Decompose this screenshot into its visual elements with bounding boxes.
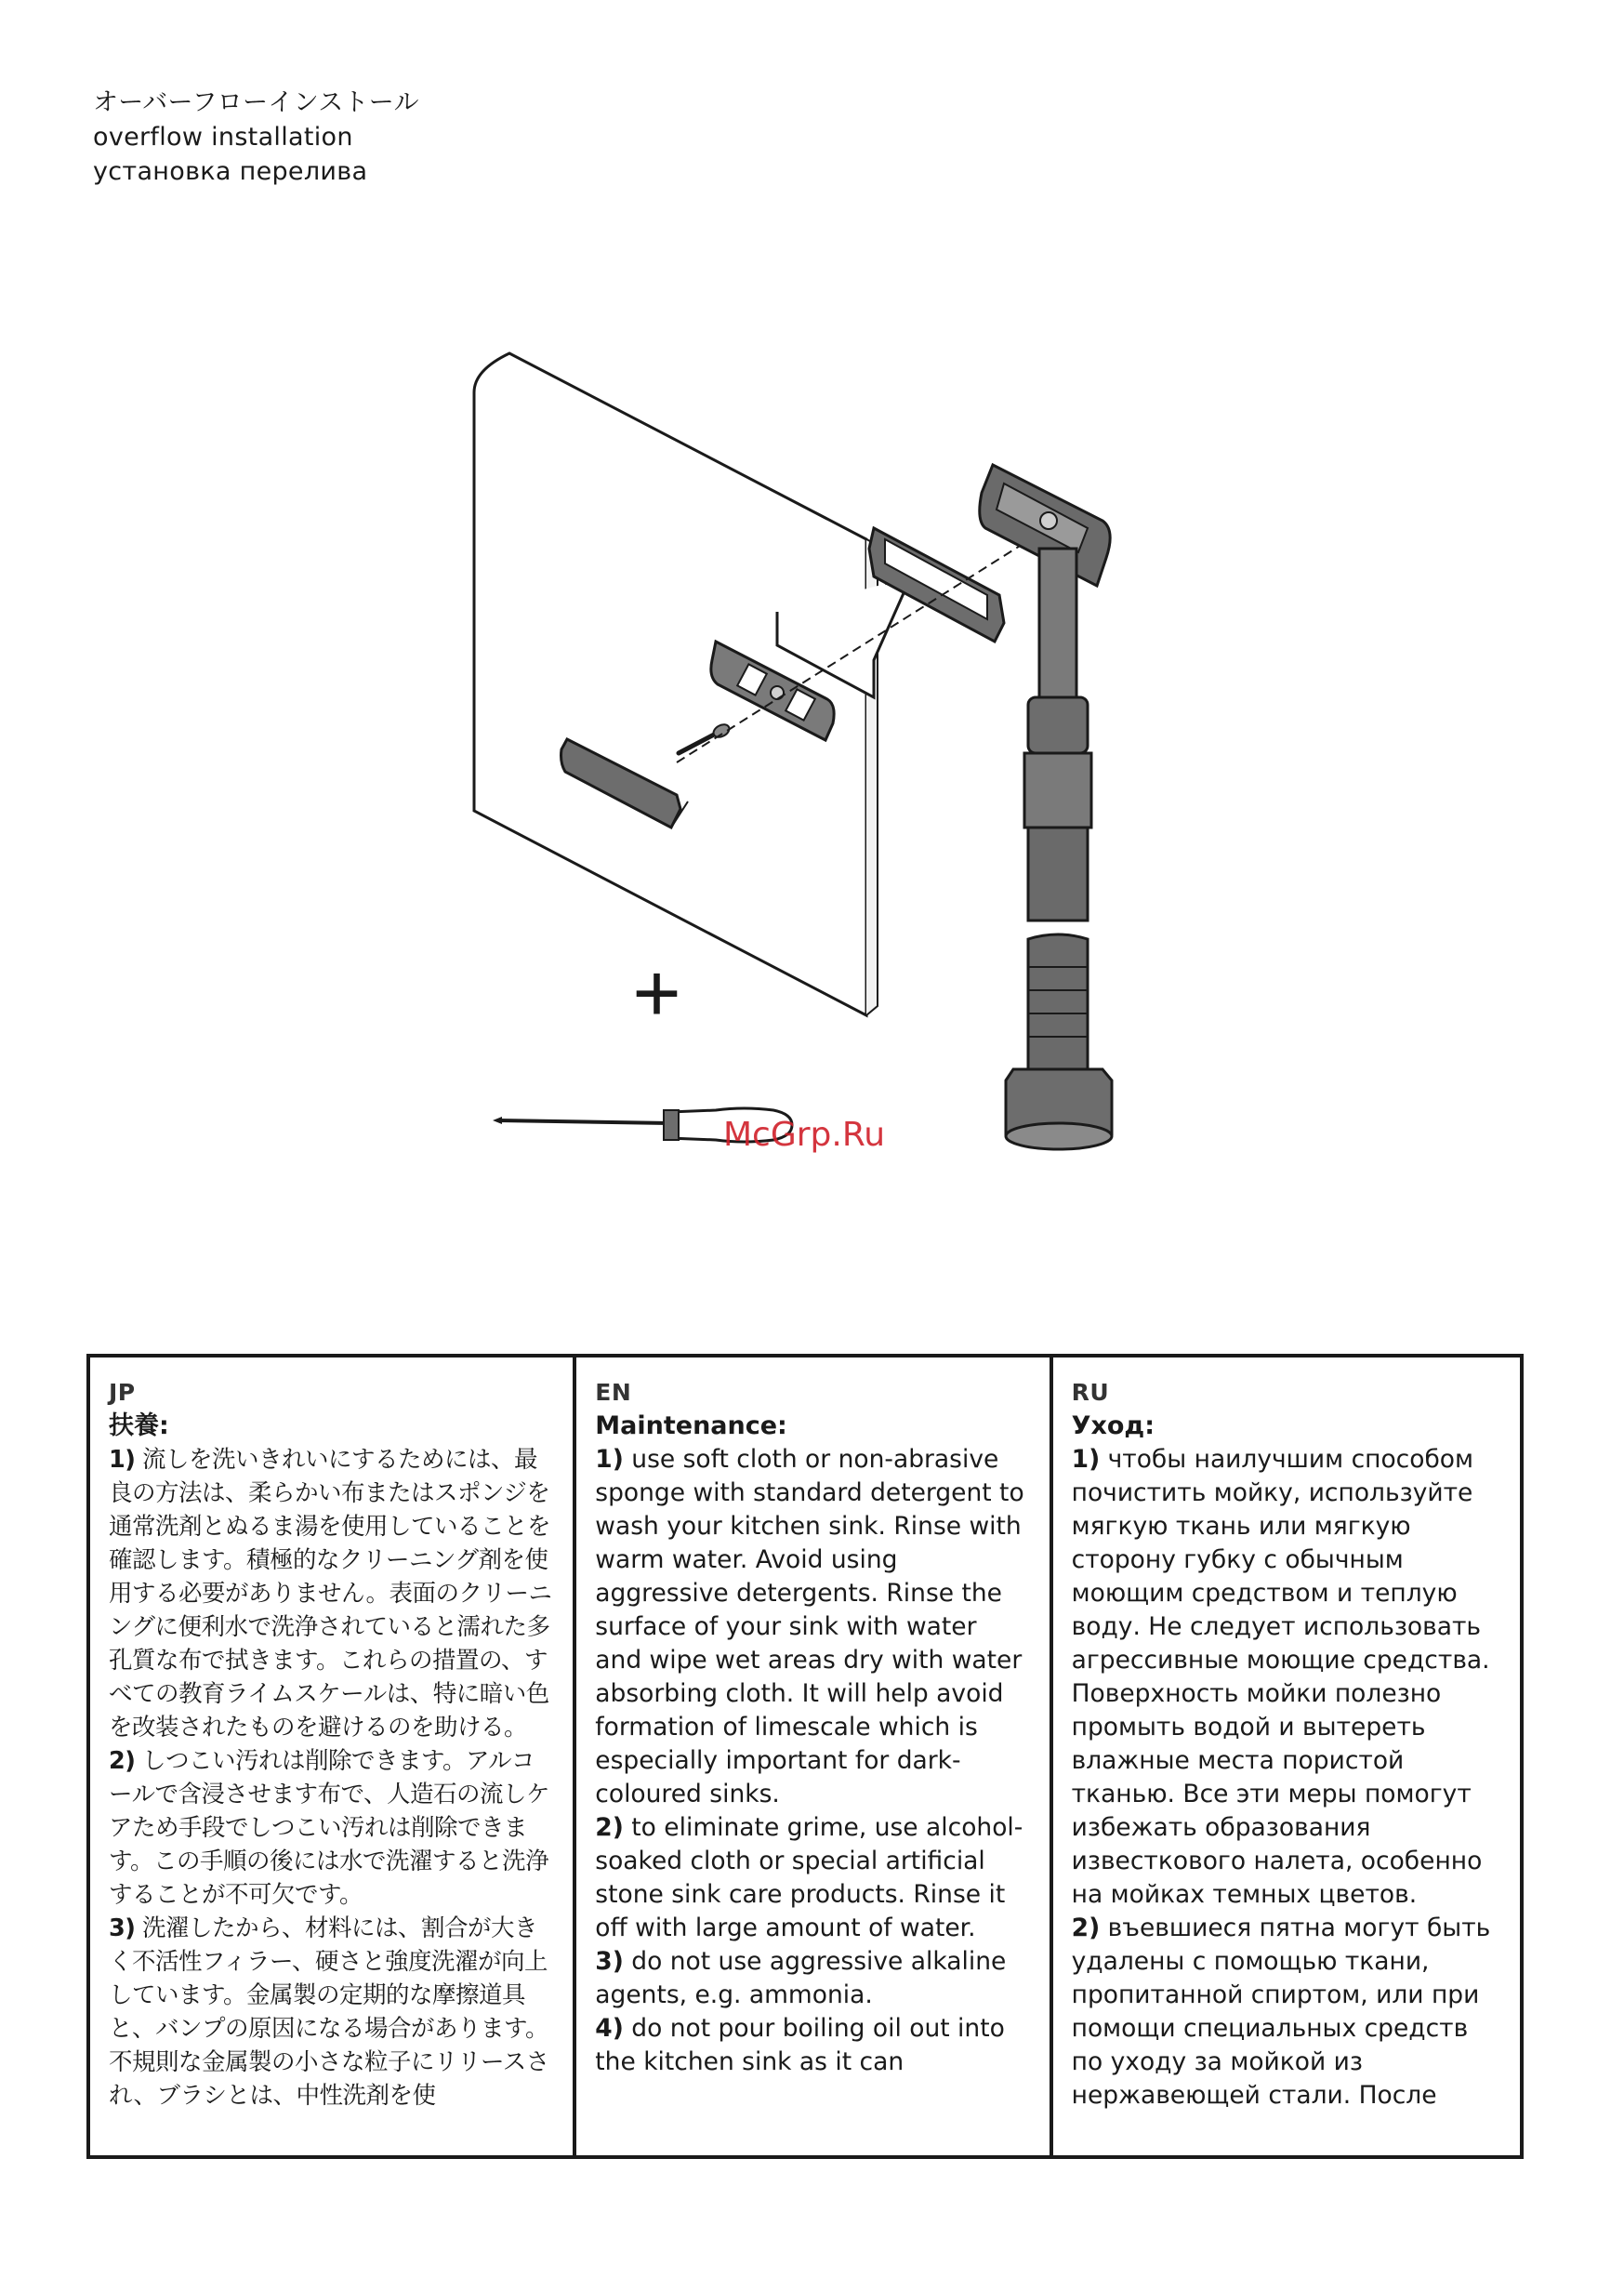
item-text: 流しを洗いきれいにするためには、最良の方法は、柔らかい布またはスポンジを通常洗剤とぬるま湯を使用していることを確認します。積極的なクリーニング剤を使用する必要がありません。表面のクリーニングに便利水で洗浄されていると濡れた多孔質な布で拭きます。これらの措置の、すべての教育ライムスケールは、特に暗い色を改装されたものを避けるのを助ける。: [109, 1446, 552, 1742]
sink-panel: [474, 353, 878, 1015]
title-jp: オーバーフローインストール: [93, 88, 419, 117]
lang-code: JP: [109, 1379, 136, 1406]
item-text: 洗濯したから、材料には、割合が大きく不活性フィラー、硬さと強度洗濯が向上しています。金属製の定期的な摩擦道具と、バンプの原因になる場合があります。不規則な金属製の小さな粒子にリリースされ、ブラシとは、中性洗剤を使: [109, 1914, 549, 2110]
lang-code: RU: [1071, 1379, 1110, 1406]
overflow-installation-illustration: [465, 325, 1171, 1181]
phillips-symbol: +: [630, 956, 683, 1029]
title-ru: установка перелива: [93, 157, 368, 186]
column-ru: [1050, 1358, 1520, 2155]
list-item: [109, 1443, 554, 1744]
list-item: [595, 2012, 1030, 2079]
list-item: [595, 1811, 1030, 1945]
watermark: McGrp.Ru: [723, 1116, 886, 1154]
item-number: 3): [109, 1914, 136, 1942]
item-number: 1): [1071, 1445, 1101, 1474]
overflow-body: [980, 465, 1110, 920]
list-item: [595, 1443, 1030, 1811]
item-text: do not pour boiling oil out into the kitchen sink as it can: [595, 2014, 1005, 2076]
lang-code: EN: [595, 1379, 632, 1406]
list-item: [109, 1912, 554, 2112]
item-number: 1): [595, 1445, 624, 1474]
item-number: 2): [595, 1813, 624, 1842]
flexible-hose: [1028, 934, 1088, 1069]
column-jp: [90, 1358, 573, 2155]
column-heading: 扶養:: [109, 1411, 169, 1440]
item-text: しつこい汚れは削除できます。アルコールで含浸させます布で、人造石の流しケアため手段でしつこい汚れは削除できます。この手順の後には水で洗濯すると洗浄することが不可欠です。: [109, 1747, 549, 1909]
title-block: [93, 86, 419, 189]
item-number: 1): [109, 1446, 136, 1474]
item-number: 2): [1071, 1914, 1101, 1942]
item-text: въевшиеся пятна могут быть удалены с помощью ткани, пропитанной спиртом, или при помощи специальных средств по уходу за мойкой из нержавеющей стали. После: [1071, 1914, 1491, 2110]
item-number: 4): [595, 2014, 624, 2043]
maintenance-table: [86, 1354, 1524, 2159]
column-heading: Maintenance:: [595, 1411, 787, 1440]
item-number: 2): [109, 1747, 136, 1775]
title-en: overflow installation: [93, 123, 353, 152]
item-text: do not use aggressive alkaline agents, e.g. ammonia.: [595, 1947, 1007, 2009]
item-text: to eliminate grime, use alcohol-soaked cloth or special artificial stone sink care products. Rinse it off with large amount of water.: [595, 1813, 1023, 1942]
list-item: [109, 1744, 554, 1912]
item-number: 3): [595, 1947, 624, 1976]
column-en: [573, 1358, 1049, 2155]
column-heading: Уход:: [1071, 1411, 1155, 1440]
item-text: чтобы наилучшим способом почистить мойку, используйте мягкую ткань или мягкую сторону губку с обычным моющим средством и теплую воду. Не следует использовать агрессивные моющие средства. Поверхность мойки полезно промыть водой и вытереть влажные места пористой тканью. Все эти меры помогут избежать образования известкового налета, особенно на мойках темных цветов.: [1071, 1445, 1490, 1909]
list-item: [1072, 1912, 1501, 2112]
list-item: [595, 1945, 1030, 2012]
list-item: [1072, 1443, 1501, 1912]
item-text: use soft cloth or non-abrasive sponge with standard detergent to wash your kitchen sink. Rinse with warm water. Avoid using aggressive detergents. Rinse the surface of your sink with water and wipe wet areas dry with water absorbing cloth. It will help avoid formation of limescale which is especially important for dark-coloured sinks.: [595, 1445, 1024, 1808]
drain-nut: [1006, 1069, 1112, 1149]
